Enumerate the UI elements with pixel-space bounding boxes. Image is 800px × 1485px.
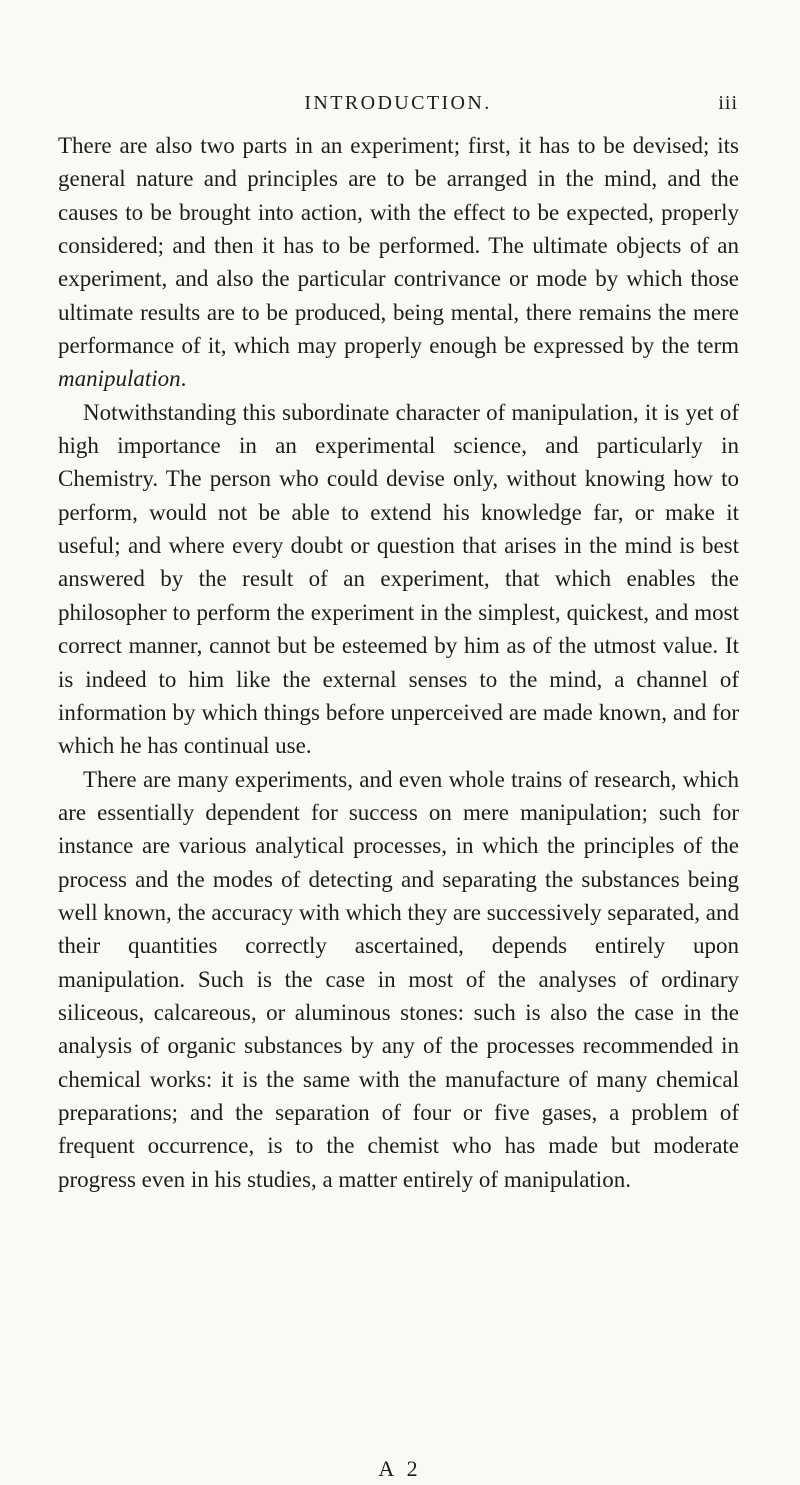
page-number: iii (718, 92, 738, 114)
paragraph-1-tail: . (180, 366, 187, 392)
emphasis-manipulation: manipulation (58, 366, 181, 392)
paragraph-1-text: There are also two parts in an experiment; first, it has to be devised; its general nature and principles are to be arranged in the mind, and the causes to be brought into action, with the effect to be expected, properly considered; and then it has to be performed. The ultimate objects of an experiment, and also the particular contrivance or mode by which those ultimate results are to be produced, being mental, there remains the mere performance of it, which may properly enough be expressed by the term (58, 133, 739, 359)
paragraph-1 (58, 129, 739, 396)
paragraph-2: Notwithstanding this subordinate character of manipulation, it is yet of high importance in an experimental science, and particularly in Chemistry. The person who could devise only, without knowing how to perform, would not be able to extend his knowledge far, or make it useful; and where every doubt or question that arises in the mind is best answered by the result of an experiment, that which enables the philosopher to perform the experiment in the simplest, quickest, and most correct manner, cannot but be esteemed by him as of the utmost value. It is indeed to him like the external senses to the mind, a channel of information by which things before unperceived are made known, and for which he has continual use. (58, 399, 739, 759)
running-head (58, 88, 738, 118)
signature-mark: A 2 (378, 1456, 422, 1481)
running-title: INTRODUCTION. (304, 92, 492, 114)
body-text (58, 129, 739, 1196)
paragraph-3: There are many experiments, and even whole trains of research, which are essentially dependent for success on mere manipulation; such for instance are various analytical processes, in which the principles of the process and the modes of detecting and separating the substances being well known, the accuracy with which they are successively separated, and their quantities correctly ascertained, depends entirely upon manipulation. Such is the case in most of the analyses of ordinary siliceous, calcareous, or aluminous stones: such is also the case in the analysis of organic substances by any of the processes recommended in chemical works: it is the same with the manufacture of many chemical preparations; and the separation of four or five gases, a problem of frequent occurrence, is to the chemist who has made but moderate progress even in his studies, a matter entirely of manipulation. (58, 766, 739, 1192)
